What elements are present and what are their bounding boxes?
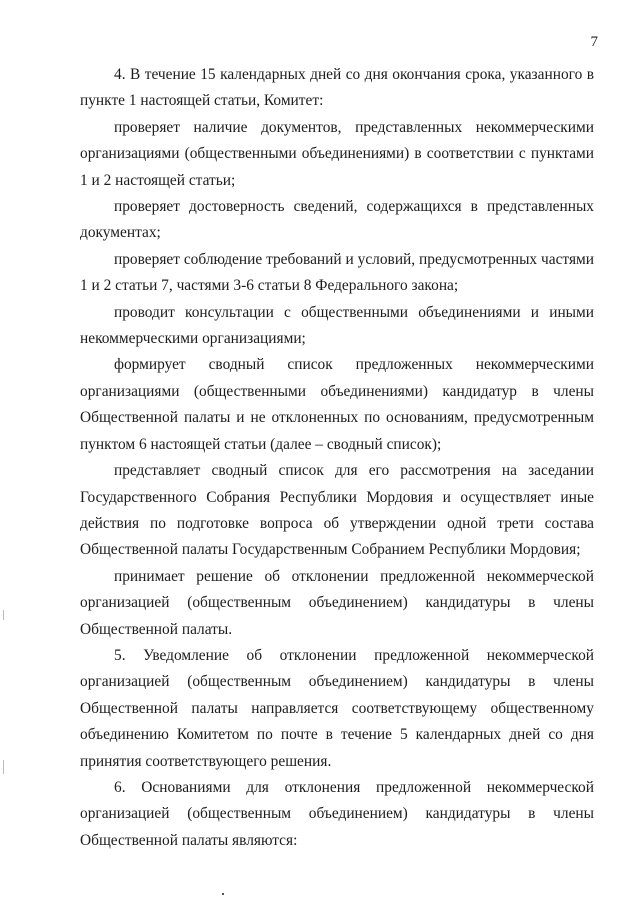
paragraph-9: 5. Уведомление об отклонении предложенной некоммерческой организацией (общественным объединением) кандидатуры в члены Общественной палаты направляется соответствующему общественному объединению Комитетом по почте в течение 5 календарных дней со дня принятия соответствующего решения.: [80, 646, 594, 770]
scan-artifact-dot: [222, 893, 224, 895]
paragraph-6: формирует сводный список предложенных некоммерческими организациями (общественными объединениями) кандидатур в члены Общественной палаты и не отклоненных по основаниям, предусмотренным пунктом 6 настоящей статьи (далее – сводный список);: [80, 356, 594, 453]
paragraph-8: принимает решение об отклонении предложенной некоммерческой организацией (общественным объединением) кандидатуры в члены Общественной палаты.: [80, 567, 594, 638]
paragraph-4: проверяет соблюдение требований и условий, предусмотренных частями 1 и 2 статьи 7, частями 3-6 статьи 8 Федерального закона;: [80, 250, 594, 295]
paragraph-3: проверяет достоверность сведений, содержащихся в представленных документах;: [80, 198, 594, 242]
paragraph-10: 6. Основаниями для отклонения предложенной некоммерческой организацией (общественным объединением) кандидатуры в члены Общественной палаты являются:: [80, 778, 594, 849]
paragraph-5: проводит консультации с общественными объединениями и иными некоммерческими организациями;: [80, 303, 594, 348]
document-body: [80, 62, 594, 854]
paragraph-7: представляет сводный список для его рассмотрения на заседании Государственного Собрания Республики Мордовия и осуществляет иные действия по подготовке вопроса об утверждении одной трети состава Общественной палаты Государственным Собранием Республики Мордовия;: [80, 462, 594, 559]
scan-margin-mark: [3, 610, 4, 620]
page-number: 7: [590, 34, 598, 50]
paragraph-2: проверяет наличие документов, представленных некоммерческими организациями (общественными объединениями) в соответствии с пунктами 1 и 2 настоящей статьи;: [80, 118, 594, 189]
paragraph-1: 4. В течение 15 календарных дней со дня окончания срока, указанного в пункте 1 настоящей статьи, Комитет:: [80, 66, 594, 110]
scan-margin-mark: [3, 760, 4, 774]
